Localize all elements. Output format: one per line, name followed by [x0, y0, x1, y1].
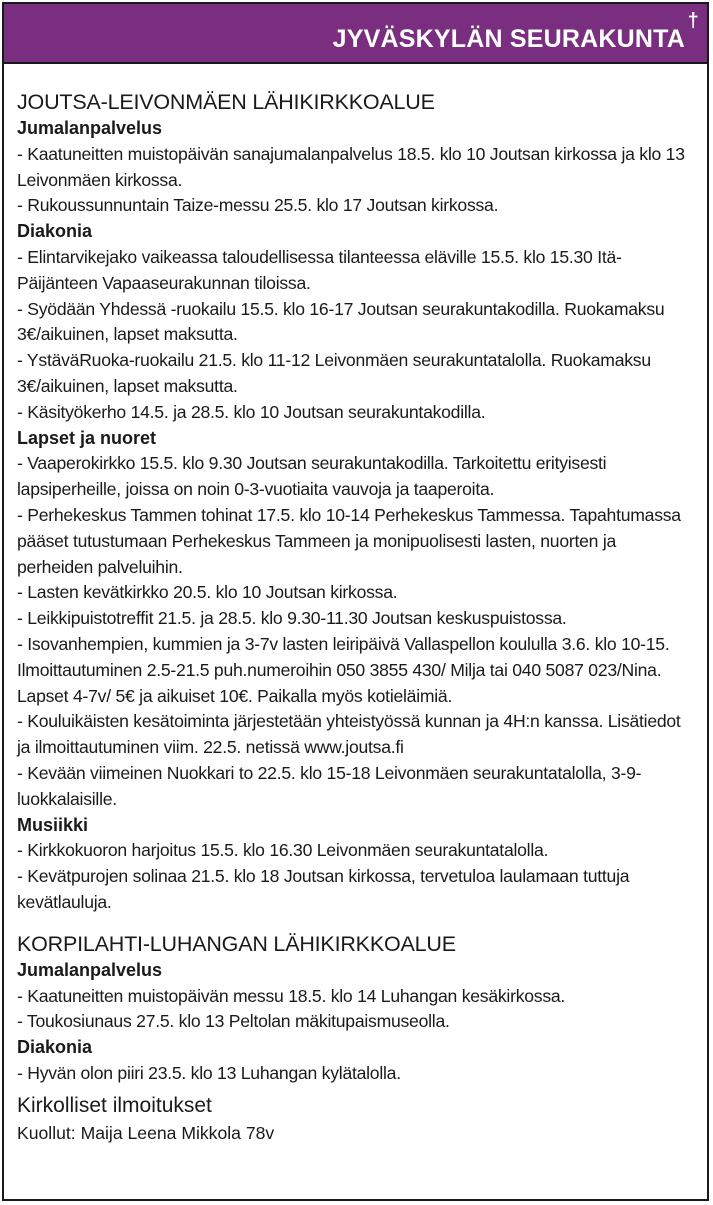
list-item: - Lasten kevätkirkko 20.5. klo 10 Joutsan kirkossa.: [17, 582, 398, 603]
list-item: - Toukosiunaus 27.5. klo 13 Peltolan mäkitupaismuseolla.: [17, 1011, 450, 1032]
banner-title: [332, 10, 699, 53]
list-item: - Kouluikäisten kesätoiminta järjestetään yhteistyössä kunnan ja 4H:n kanssa. Lisätiedot ja ilmoittautuminen viim. 22.5. netissä www.joutsa.fi: [17, 711, 681, 758]
list-item: - Elintarvikejako vaikeassa taloudellisessa tilanteessa eläville 15.5. klo 15.30 Itä-Päijänteen Vapaaseurakunnan tiloissa.: [17, 246, 622, 293]
list-item: - Kirkkokuoron harjoitus 15.5. klo 16.30 Leivonmäen seurakuntatalolla.: [17, 840, 549, 861]
announcement-content: [4, 64, 707, 1146]
area-joutsa-leivonmaki: [17, 88, 695, 916]
area-korpilahti-luhanka: [17, 930, 695, 1087]
area-title: JOUTSA-LEIVONMÄEN LÄHIKIRKKOALUE: [17, 90, 435, 114]
list-item: - Kaatuneitten muistopäivän messu 18.5. klo 14 Luhangan kesäkirkossa.: [17, 985, 566, 1006]
parish-banner: [4, 4, 707, 64]
list-item: - Käsityökerho 14.5. ja 28.5. klo 10 Joutsan seurakuntakodilla.: [17, 401, 486, 422]
category-title-worship: Jumalanpalvelus: [17, 959, 163, 980]
cross-icon: †: [687, 10, 699, 32]
list-item: - Isovanhempien, kummien ja 3-7v lasten leiripäivä Vallaspellon koululla 3.6. klo 10-15. Ilmoittautuminen 2.5-21.5 puh.numeroihin 050 3855 430/ Milja tai 040 5087 023/Nina. Lapset 4-7v/ 5€ ja aikuiset 10€. Paikalla myös kotieläimiä.: [17, 633, 670, 706]
list-item: - Perhekeskus Tammen tohinat 17.5. klo 10-14 Perhekeskus Tammessa. Tapahtumassa pääset tutustumaan Perhekeskus Tammeen ja monipuolisesti lasten, nuorten ja perheiden palveluihin.: [17, 504, 681, 577]
notices-title: Kirkolliset ilmoitukset: [17, 1093, 212, 1117]
area-title: KORPILAHTI-LUHANGAN LÄHIKIRKKOALUE: [17, 931, 456, 956]
list-item: - Syödään Yhdessä -ruokailu 15.5. klo 16-17 Joutsan seurakuntakodilla. Ruokamaksu 3€/aikuinen, lapset maksutta.: [17, 298, 665, 345]
notices-text: Kuollut: Maija Leena Mikkola 78v: [17, 1122, 275, 1143]
church-notices: [17, 1091, 695, 1147]
list-item: - Vaaperokirkko 15.5. klo 9.30 Joutsan seurakuntakodilla. Tarkoitettu erityisesti lapsiperheille, joissa on noin 0-3-vuotiaita vauvoja ja taaperoita.: [17, 453, 607, 500]
category-title-worship: Jumalanpalvelus: [17, 118, 163, 138]
category-title-music: Musiikki: [17, 814, 89, 835]
list-item: - Kaatuneitten muistopäivän sanajumalanpalvelus 18.5. klo 10 Joutsan kirkossa ja klo 13 Leivonmäen kirkossa.: [17, 143, 685, 190]
announcement-box: [2, 2, 709, 1201]
list-item: - Kevään viimeinen Nuokkari to 22.5. klo 15-18 Leivonmäen seurakuntatalolla, 3-9-luokkalaisille.: [17, 762, 642, 809]
category-title-diakonia: Diakonia: [17, 221, 93, 242]
list-item: - Hyvän olon piiri 23.5. klo 13 Luhangan kylätalolla.: [17, 1062, 401, 1083]
category-title-children-youth: Lapset ja nuoret: [17, 427, 157, 448]
parish-name: JYVÄSKYLÄN SEURAKUNTA: [332, 25, 685, 53]
category-title-diakonia: Diakonia: [17, 1037, 93, 1058]
list-item: - YstäväRuoka-ruokailu 21.5. klo 11-12 Leivonmäen seurakuntatalolla. Ruokamaksu 3€/aikuinen, lapset maksutta.: [17, 350, 651, 396]
list-item: - Kevätpurojen solinaa 21.5. klo 18 Joutsan kirkossa, tervetuloa laulamaan tuttuja kevätlauluja.: [17, 866, 630, 912]
list-item: - Rukoussunnuntain Taize-messu 25.5. klo 17 Joutsan kirkossa.: [17, 195, 499, 216]
list-item: - Leikkipuistotreffit 21.5. ja 28.5. klo 9.30-11.30 Joutsan keskuspuistossa.: [17, 608, 567, 629]
